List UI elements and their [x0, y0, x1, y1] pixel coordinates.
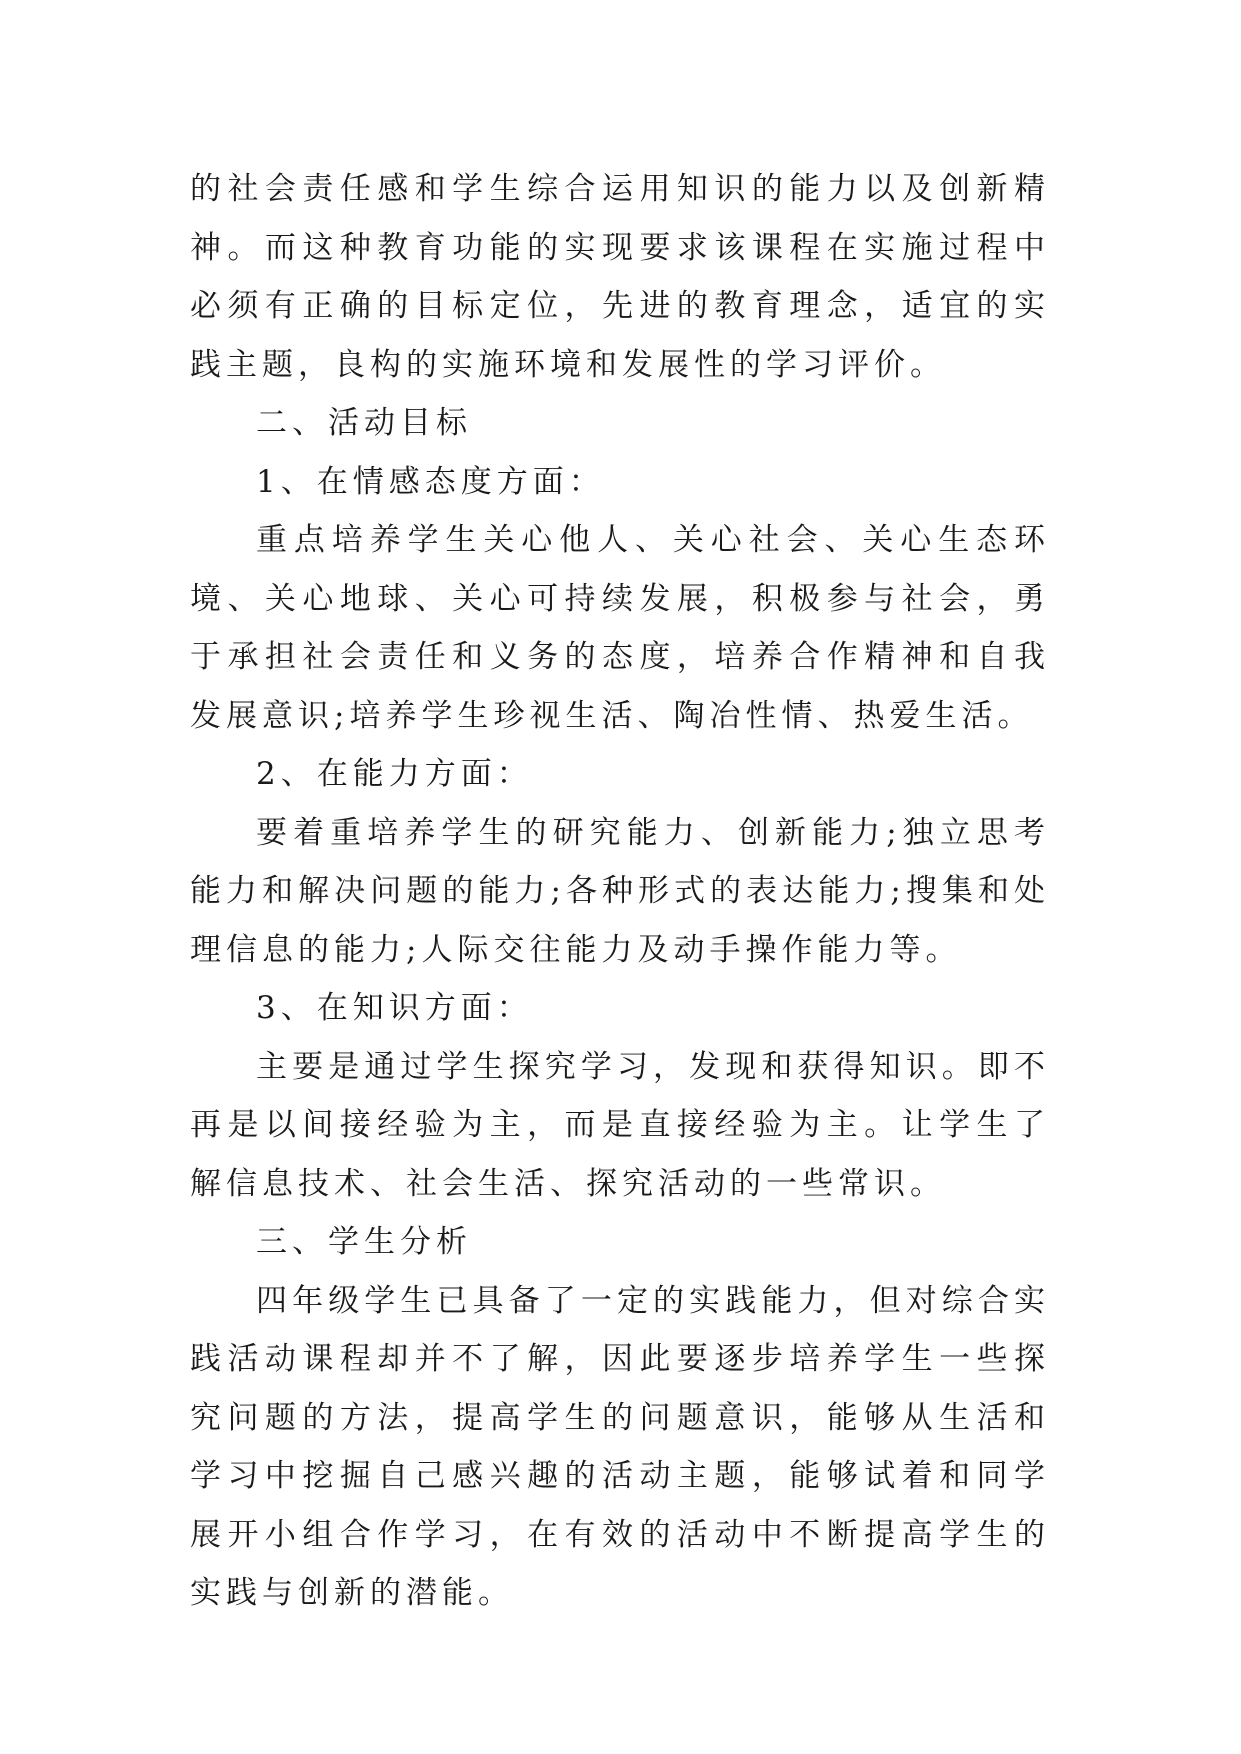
subheading-ability: 2、在能力方面：	[256, 756, 533, 792]
paragraph-student-analysis: 四年级学生已具备了一定的实践能力，但对综合实践活动课程却并不了解，因此要逐步培养学生一些探究问题的方法，提高学生的问题意识，能够从生活和学习中挖掘自己感兴趣的活动主题，能够试着和同学展开小组合作学习，在有效的活动中不断提高学生的实践与创新的潜能。	[190, 1282, 1050, 1611]
paragraph-continuation: 的社会责任感和学生综合运用知识的能力以及创新精神。而这种教育功能的实现要求该课程在实施过程中必须有正确的目标定位，先进的教育理念，适宜的实践主题，良构的实施环境和发展性的学习评价。	[190, 171, 1050, 383]
section-heading-activity-goals: 二、活动目标	[256, 405, 472, 441]
paragraph-knowledge: 主要是通过学生探究学习，发现和获得知识。即不再是以间接经验为主，而是直接经验为主。让学生了解信息技术、社会生活、探究活动的一些常识。	[190, 1048, 1050, 1202]
document-body	[190, 160, 1050, 1623]
paragraph-ability: 要着重培养学生的研究能力、创新能力;独立思考能力和解决问题的能力;各种形式的表达能力;搜集和处理信息的能力;人际交往能力及动手操作能力等。	[190, 814, 1050, 968]
paragraph-emotion-attitude: 重点培养学生关心他人、关心社会、关心生态环境、关心地球、关心可持续发展，积极参与社会，勇于承担社会责任和义务的态度，培养合作精神和自我发展意识;培养学生珍视生活、陶冶性情、热爱生活。	[190, 522, 1050, 734]
subheading-emotion-attitude: 1、在情感态度方面：	[256, 463, 605, 500]
subheading-knowledge: 3、在知识方面：	[256, 990, 533, 1026]
section-heading-student-analysis: 三、学生分析	[256, 1224, 472, 1260]
